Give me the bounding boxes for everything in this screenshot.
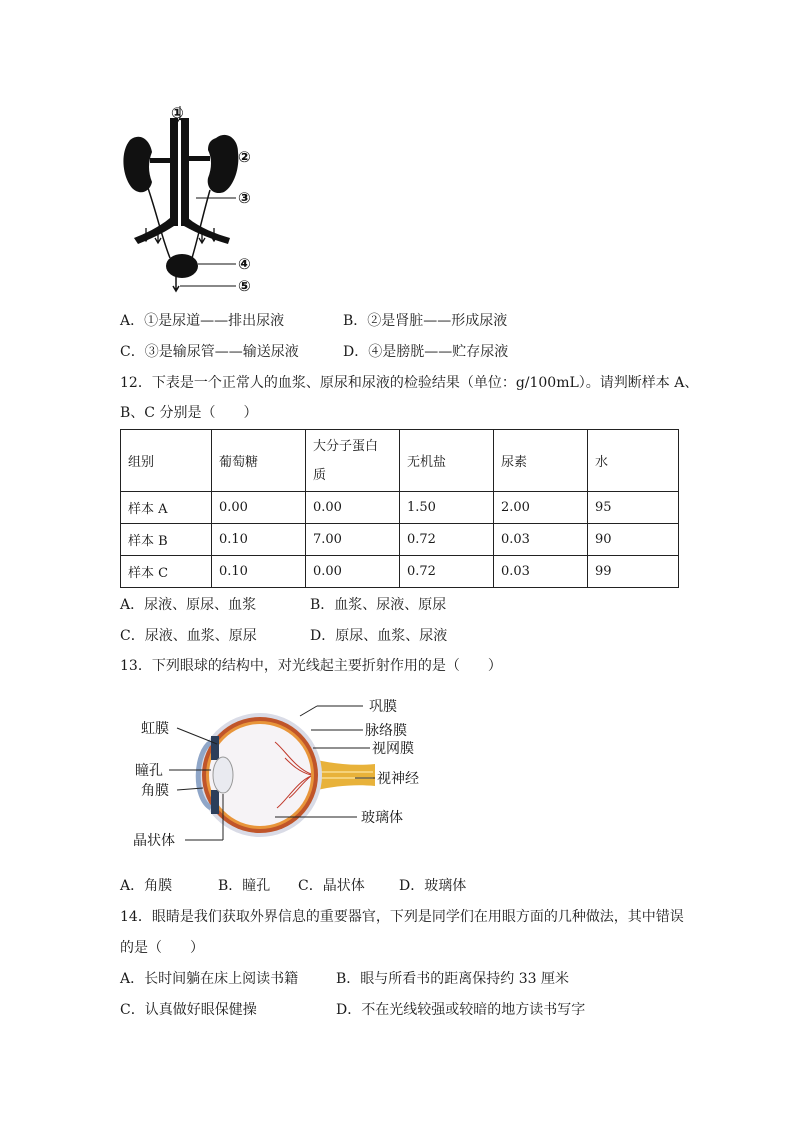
optic-nerve <box>317 760 375 790</box>
q12-option-b[interactable]: B．血浆、尿液、原尿 <box>310 597 447 613</box>
q12-option-d[interactable]: D．原尿、血浆、尿液 <box>310 628 448 644</box>
urinary-system-figure <box>118 98 268 298</box>
table-header-row <box>121 430 679 492</box>
label-retina: 视网膜 <box>372 741 414 757</box>
q11-option-b[interactable]: B．②是肾脏——形成尿液 <box>343 313 508 329</box>
table-cell: 样本 A <box>121 492 212 524</box>
label-2: ② <box>238 148 251 166</box>
table-row <box>121 524 679 556</box>
lens <box>213 757 233 793</box>
label-5: ⑤ <box>238 277 251 295</box>
q14-option-c[interactable]: C．认真做好眼保健操 <box>120 1002 257 1018</box>
table-header-cell: 水 <box>588 430 679 492</box>
q11-option-c[interactable]: C．③是输尿管——输送尿液 <box>120 344 299 360</box>
left-kidney <box>123 137 152 192</box>
table-header-cell: 组别 <box>121 430 212 492</box>
q12-option-c[interactable]: C．尿液、血浆、原尿 <box>120 628 257 644</box>
table-cell: 99 <box>588 556 679 588</box>
table-cell: 0.00 <box>306 492 400 524</box>
label-sclera: 巩膜 <box>369 699 397 715</box>
label-3: ③ <box>238 189 251 207</box>
right-kidney <box>208 135 239 193</box>
table-cell: 0.00 <box>306 556 400 588</box>
label-pupil: 瞳孔 <box>135 763 163 779</box>
table-row <box>121 556 679 588</box>
label-iris: 虹膜 <box>141 721 169 737</box>
q12-stem-line2: B、C 分别是（ ） <box>120 405 258 421</box>
label-vitreous: 玻璃体 <box>361 810 403 826</box>
bladder <box>166 254 198 278</box>
table-cell: 95 <box>588 492 679 524</box>
table-row <box>121 492 679 524</box>
q11-option-d[interactable]: D．④是膀胱——贮存尿液 <box>343 344 509 360</box>
table-cell: 0.00 <box>212 492 306 524</box>
q12-data-table <box>120 429 679 588</box>
table-header-cell: 无机盐 <box>400 430 494 492</box>
q11-option-a[interactable]: A．①是尿道——排出尿液 <box>120 313 285 329</box>
label-lens: 晶状体 <box>133 833 175 849</box>
q13-option-b[interactable]: B．瞳孔 <box>218 878 271 894</box>
q13-option-d[interactable]: D．玻璃体 <box>399 878 467 894</box>
q14-stem-line2: 的是（ ） <box>120 940 204 956</box>
table-header-cell: 葡萄糖 <box>212 430 306 492</box>
q14-stem-line1: 14．眼睛是我们获取外界信息的重要器官，下列是同学们在用眼方面的几种做法，其中错误 <box>120 909 684 925</box>
table-cell: 2.00 <box>494 492 588 524</box>
label-cornea: 角膜 <box>141 783 169 799</box>
iris <box>211 736 219 760</box>
q12-stem-line1: 12．下表是一个正常人的血浆、原尿和尿液的检验结果（单位：g/100mL）。请判断样本 A、 <box>120 375 699 391</box>
label-optic-nerve: 视神经 <box>377 771 419 787</box>
table-cell: 0.10 <box>212 556 306 588</box>
q13-stem: 13．下列眼球的结构中，对光线起主要折射作用的是（ ） <box>120 658 502 674</box>
table-cell: 0.72 <box>400 556 494 588</box>
table-cell: 0.10 <box>212 524 306 556</box>
table-header-cell: 大分子蛋白 质 <box>306 430 400 492</box>
table-cell: 0.72 <box>400 524 494 556</box>
table-cell: 样本 B <box>121 524 212 556</box>
table-cell: 样本 C <box>121 556 212 588</box>
label-choroid: 脉络膜 <box>365 723 407 739</box>
label-4: ④ <box>238 255 251 273</box>
table-header-cell: 尿素 <box>494 430 588 492</box>
q12-option-a[interactable]: A．尿液、原尿、血浆 <box>120 597 257 613</box>
table-cell: 90 <box>588 524 679 556</box>
eyeball-figure <box>125 690 425 855</box>
q14-option-a[interactable]: A．长时间躺在床上阅读书籍 <box>120 971 299 987</box>
table-cell: 0.03 <box>494 556 588 588</box>
q13-option-a[interactable]: A．角膜 <box>120 878 173 894</box>
label-1: ① <box>171 104 184 122</box>
q14-option-b[interactable]: B．眼与所看书的距离保持约 33 厘米 <box>336 971 570 987</box>
table-cell: 0.03 <box>494 524 588 556</box>
q13-option-c[interactable]: C．晶状体 <box>298 878 365 894</box>
q14-option-d[interactable]: D．不在光线较强或较暗的地方读书写字 <box>336 1002 586 1018</box>
table-cell: 7.00 <box>306 524 400 556</box>
table-cell: 1.50 <box>400 492 494 524</box>
